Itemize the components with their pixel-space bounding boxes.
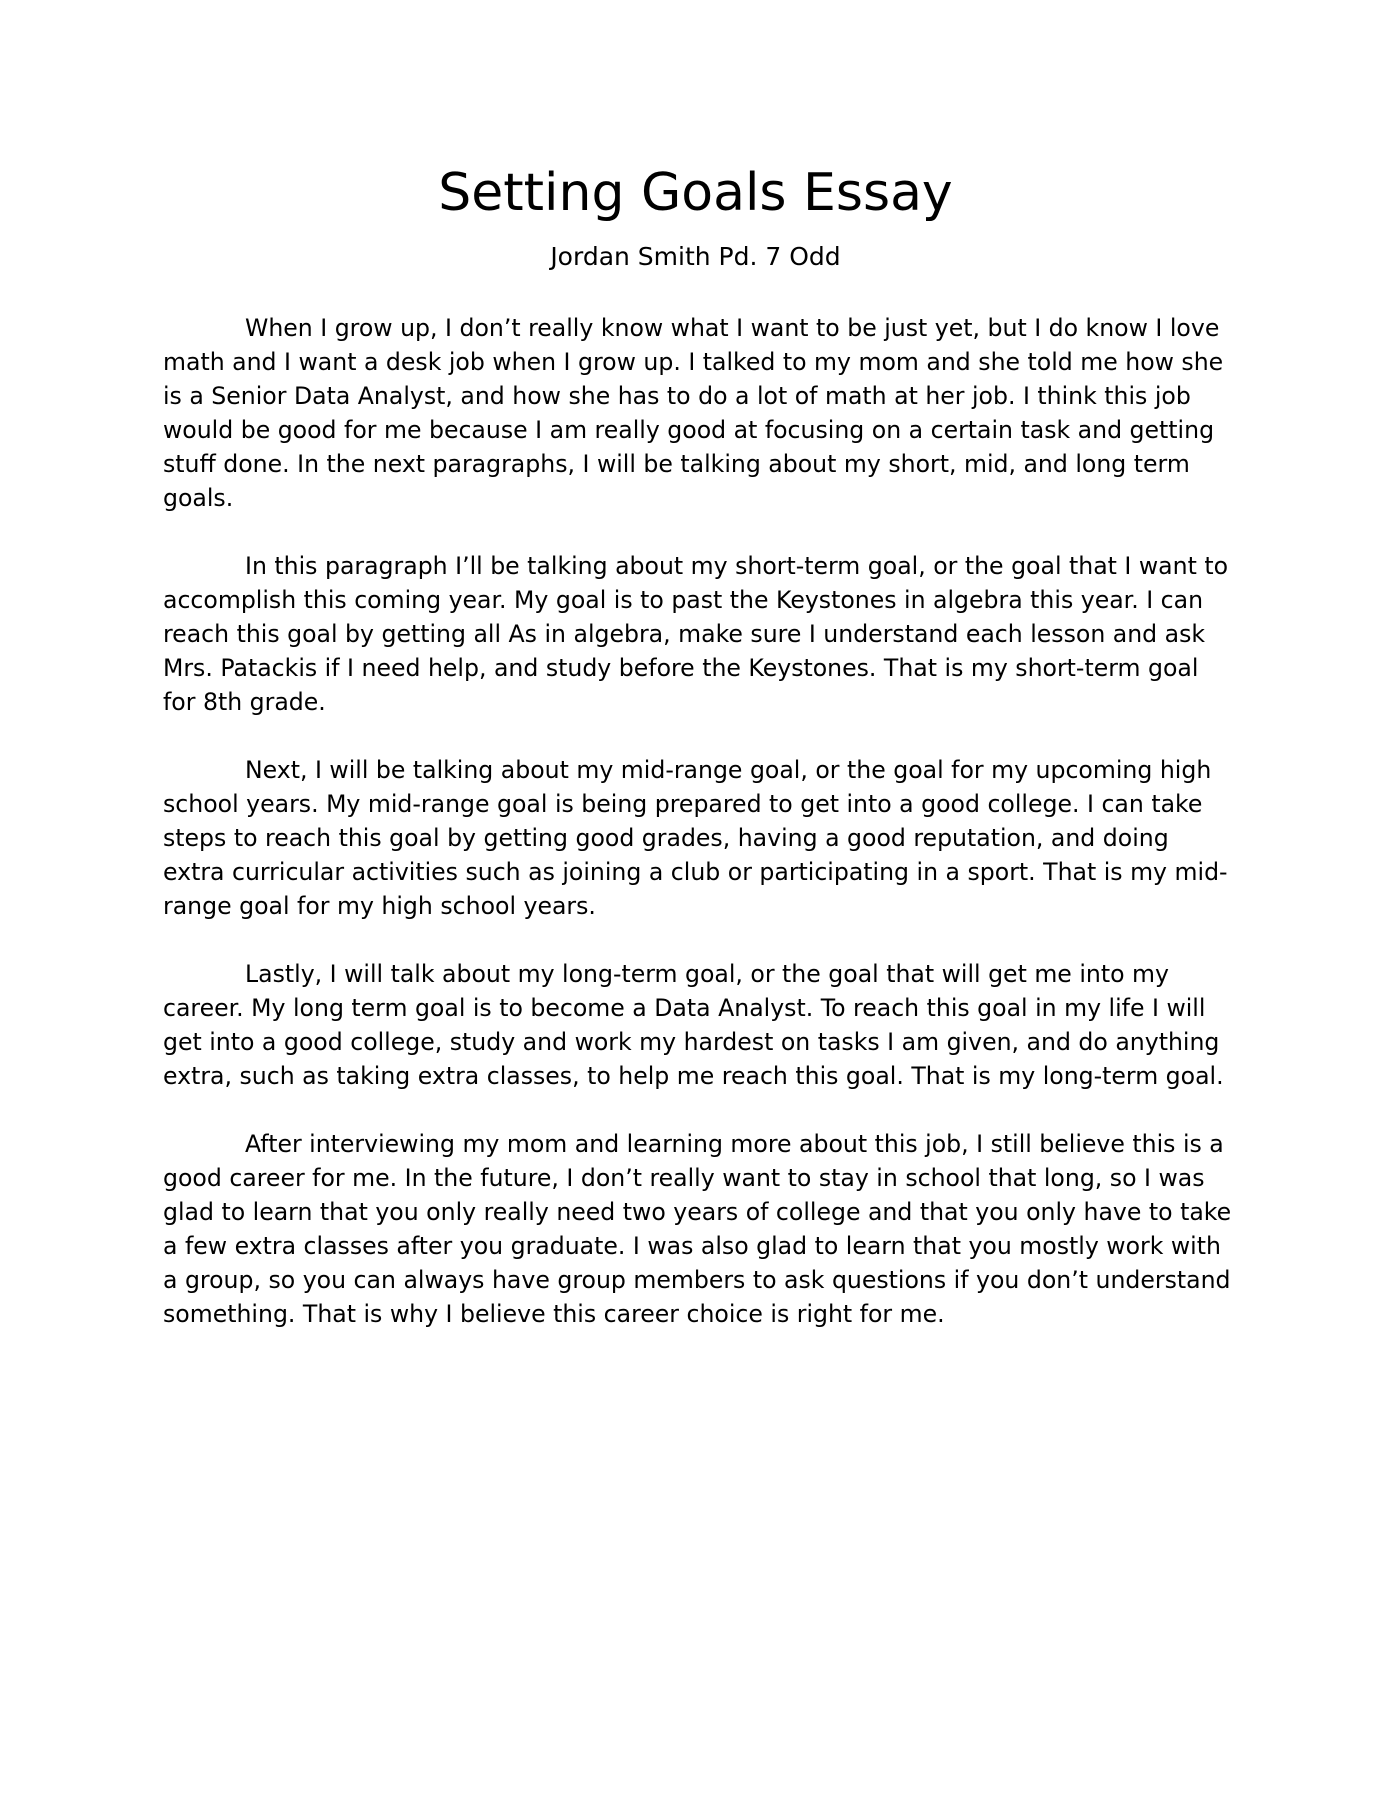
paragraph-long-term-goal: Lastly, I will talk about my long-term goal, or the goal that will get me into my career. My long term goal is to become a Data Analyst. To reach this goal in my life I will get into a good college, study and work my hardest on tasks I am given, and do anything extra, such as taking extra classes, to help me reach this goal. That is my long-term goal. xyxy=(163,960,1224,1090)
paragraph-intro: When I grow up, I don’t really know what I want to be just yet, but I do know I love math and I want a desk job when I grow up. I talked to my mom and she told me how she is a Senior Data Analyst, and how she has to do a lot of math at her job. I think this job would be good for me because I am really good at focusing on a certain task and getting stuff done. In the next paragraphs, I will be talking about my short, mid, and long term goals. xyxy=(163,314,1224,512)
paragraph-short-term-goal: In this paragraph I’ll be talking about my short-term goal, or the goal that I want to accomplish this coming year. My goal is to past the Keystones in algebra this year. I can reach this goal by getting all As in algebra, make sure I understand each lesson and ask Mrs. Patackis if I need help, and study before the Keystones. That is my short-term goal for 8th grade. xyxy=(163,552,1229,716)
paragraph-conclusion: After interviewing my mom and learning more about this job, I still believe this is a good career for me. In the future, I don’t really want to stay in school that long, so I was glad to learn that you only really need two years of college and that you only have to take a few extra classes after you graduate. I was also glad to learn that you mostly work with a group, so you can always have group members to ask questions if you don’t understand something. That is why I believe this career choice is right for me. xyxy=(163,1130,1232,1328)
essay-body xyxy=(163,311,1233,1365)
author-line: Jordan Smith Pd. 7 Odd xyxy=(550,242,841,271)
paragraph-mid-range-goal: Next, I will be talking about my mid-range goal, or the goal for my upcoming high school years. My mid-range goal is being prepared to get into a good college. I can take steps to reach this goal by getting good grades, having a good reputation, and doing extra curricular activities such as joining a club or participating in a sport. That is my mid-range goal for my high school years. xyxy=(163,756,1228,920)
essay-title: Setting Goals Essay xyxy=(438,163,953,223)
